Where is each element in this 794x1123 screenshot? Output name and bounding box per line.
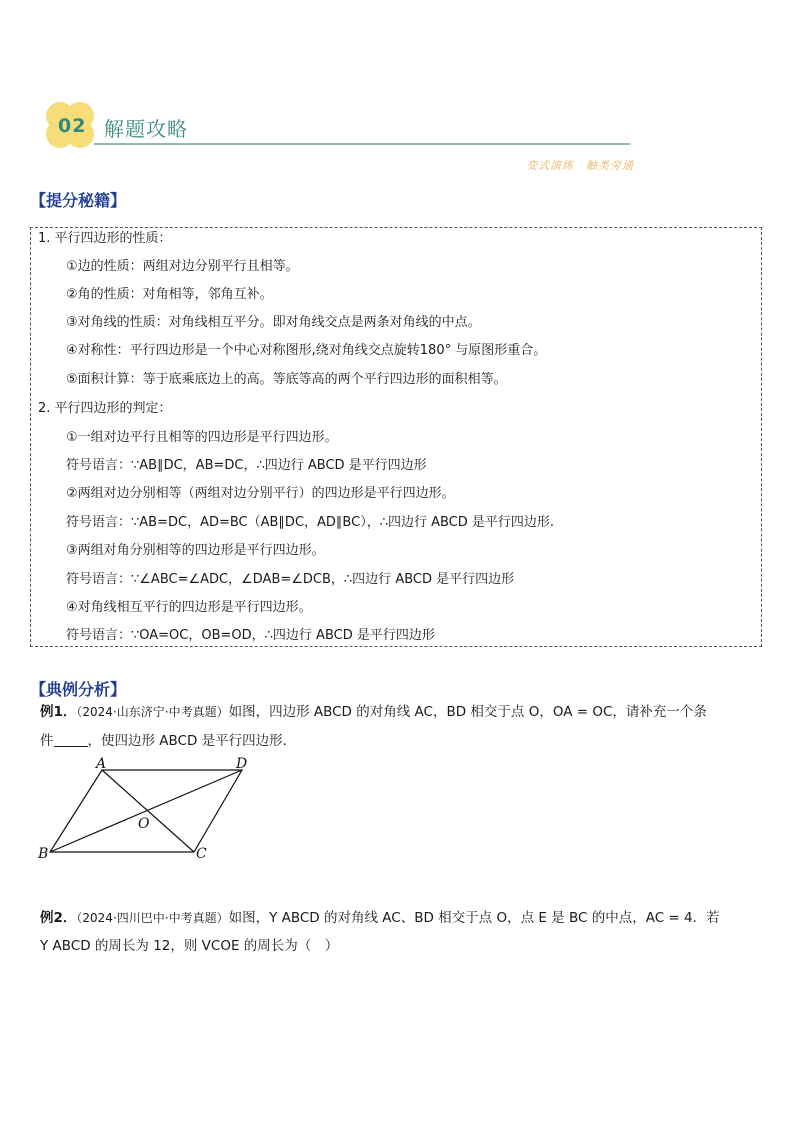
tips-line: ④对角线相互平行的四边形是平行四边形。 (66, 600, 312, 615)
example-2-line-1 (40, 908, 720, 928)
example-1-text: 如图，四边形 ABCD 的对角线 AC，BD 相交于点 O，OA = OC，请补充一个条 (228, 704, 707, 720)
tips-line: ②两组对边分别相等（两组对边分别平行）的四边形是平行四边形。 (66, 486, 455, 501)
label-a: A (96, 756, 107, 772)
diagonal-bd (50, 770, 242, 852)
example-2-line-2: Y ABCD 的周长为 12，则 VCOE 的周长为（ ） (40, 938, 339, 954)
tips-line: 2. 平行四边形的判定： (38, 401, 172, 416)
tips-line: 符号语言：∵OA=OC，OB=OD，∴四边行 ABCD 是平行四边形 (66, 628, 435, 643)
tips-line: 符号语言：∵AB=DC，AD=BC（AB∥DC，AD∥BC），∴四边行 ABCD 是平行四边形. (66, 515, 555, 530)
label-c: C (196, 846, 207, 862)
label-b: B (38, 846, 49, 862)
section-divider (94, 143, 630, 145)
example-1-label: 例1． (40, 704, 77, 720)
tips-line: 符号语言：∵AB∥DC，AB=DC，∴四边行 ABCD 是平行四边形 (66, 458, 427, 473)
tips-line: 1. 平行四边形的性质： (38, 231, 172, 246)
example-2-source: （2024·四川巴中·中考真题） (76, 911, 229, 925)
label-o: O (138, 816, 150, 832)
tips-line: ②角的性质：对角相等，邻角互补。 (66, 287, 273, 302)
example-1-line-1 (40, 702, 707, 722)
section-number: 02 (58, 115, 87, 137)
tips-line: ③两组对角分别相等的四边形是平行四边形。 (66, 543, 325, 558)
tips-line: ①一组对边平行且相等的四边形是平行四边形。 (66, 430, 338, 445)
tips-line: 符号语言：∵∠ABC=∠ADC，∠DAB=∠DCB，∴四边行 ABCD 是平行四边形 (66, 572, 515, 587)
examples-heading: 【典例分析】 (30, 680, 127, 699)
diagonal-ac (102, 770, 194, 852)
answer-blank[interactable] (54, 732, 88, 747)
tips-heading: 【提分秘籍】 (30, 191, 127, 210)
section-title: 解题攻略 (104, 117, 188, 141)
parallelogram-figure (30, 752, 270, 864)
label-d: D (236, 756, 248, 772)
tips-line: ④对称性：平行四边形是一个中心对称图形,绕对角线交点旋转180° 与原图形重合。 (66, 343, 547, 358)
section-subtitle: 变式演练 触类旁通 (526, 159, 634, 172)
tips-line: ⑤面积计算：等于底乘底边上的高。等底等高的两个平行四边形的面积相等。 (66, 372, 507, 387)
tips-line: ①边的性质：两组对边分别平行且相等。 (66, 259, 299, 274)
example-1-line-2: 件 ，使四边形 ABCD 是平行四边形． (40, 733, 297, 749)
example-1-source: （2024·山东济宁·中考真题） (76, 705, 229, 719)
tips-line: ③对角线的性质：对角线相互平分。即对角线交点是两条对角线的中点。 (66, 315, 481, 330)
example-2-text: 如图，Y ABCD 的对角线 AC、BD 相交于点 O，点 E 是 BC 的中点，AC = 4．若 (228, 910, 720, 926)
example-2-label: 例2． (40, 910, 77, 926)
